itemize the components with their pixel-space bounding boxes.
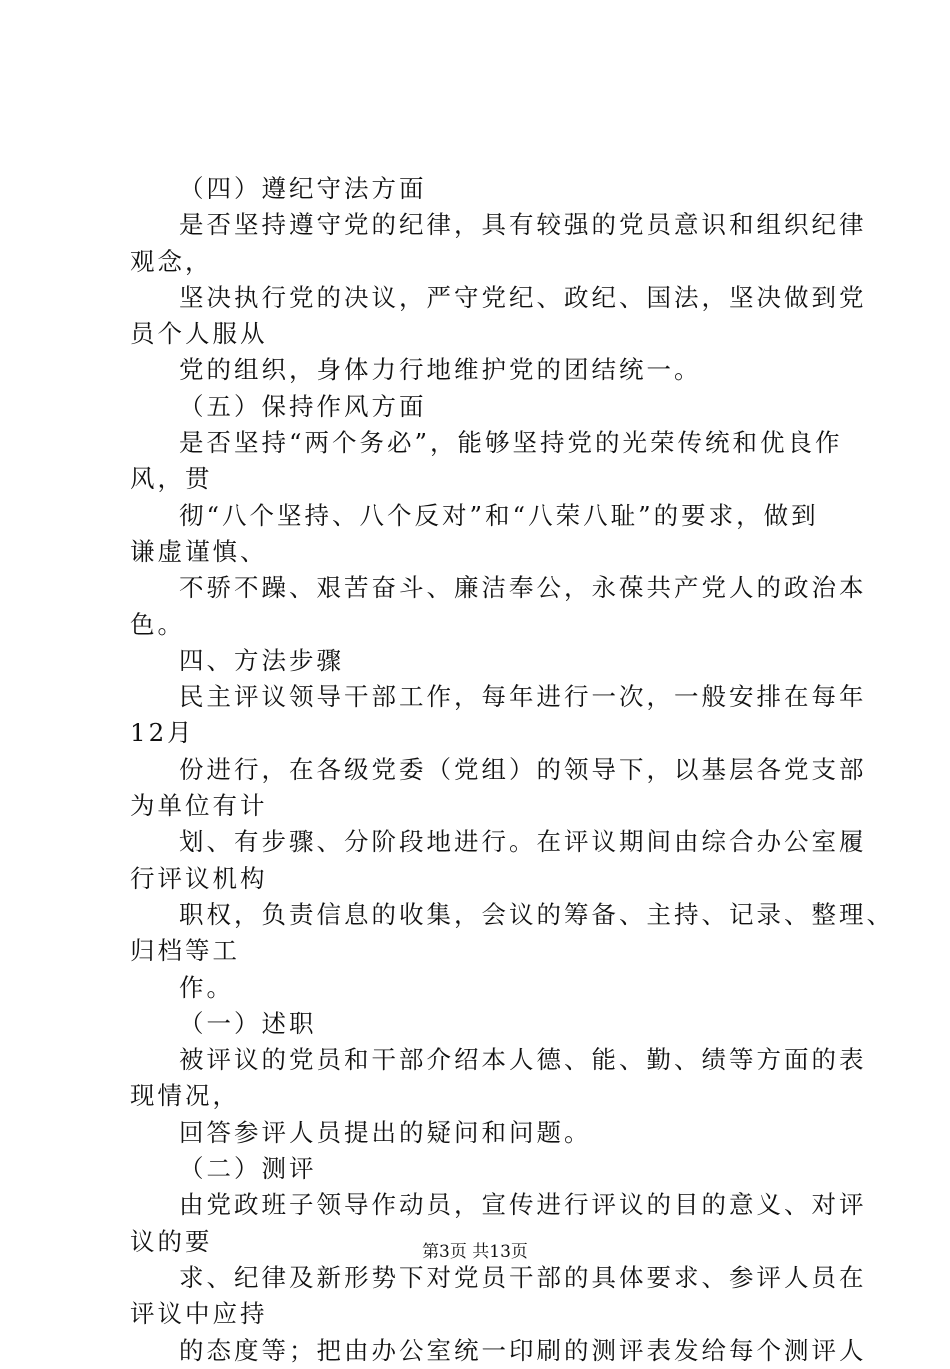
text-line: 份进行，在各级党委（党组）的领导下，以基层各党支部 [179,754,867,784]
text-line: 作。 [179,972,234,1002]
text-line: 12月 [130,718,195,748]
text-line: 归档等工 [130,936,240,966]
text-line: 彻“八个坚持、八个反对”和“八荣八耻”的要求，做到 [179,500,819,530]
text-line: 划、有步骤、分阶段地进行。在评议期间由综合办公室履 [179,827,867,857]
text-line: 行评议机构 [130,863,268,893]
text-line: 由党政班子领导作动员，宣传进行评议的目的意义、对评 [179,1190,867,1220]
text-line: 是否坚持遵守党的纪律，具有较强的党员意识和组织纪律 [179,210,867,240]
text-line: 为单位有计 [130,791,268,821]
text-line: 色。 [130,609,185,639]
document-body [130,171,894,1369]
text-line: 谦虚谨慎、 [130,536,268,566]
text-line: 员个人服从 [130,319,268,349]
text-line: 议的要 [130,1226,213,1256]
text-line: 的态度等；把由办公室统一印刷的测评表发给每个测评人 [179,1335,867,1365]
text-line: 回答参评人员提出的疑问和问题。 [179,1117,592,1147]
text-line: 坚决执行党的决议，严守党纪、政纪、国法，坚决做到党 [179,282,867,312]
text-line: 不骄不躁、艰苦奋斗、廉洁奉公，永葆共产党人的政治本 [179,573,867,603]
text-line: 求、纪律及新形势下对党员干部的具体要求、参评人员在 [179,1262,867,1292]
text-line: 四、方法步骤 [179,645,344,675]
text-line: 职权，负责信息的收集，会议的筹备、主持、记录、整理、 [179,899,894,929]
text-line: （四）遵纪守法方面 [179,174,427,203]
text-line: 评议中应持 [130,1299,268,1329]
text-line: 现情况， [130,1081,240,1111]
text-line: （一）述职 [179,1008,317,1038]
text-line: 党的组织，身体力行地维护党的团结统一。 [179,355,702,385]
text-line: 被评议的党员和干部介绍本人德、能、勤、绩等方面的表 [179,1045,867,1075]
text-line: 观念， [130,246,213,276]
text-line: （五）保持作风方面 [179,391,427,421]
text-line: （二）测评 [179,1154,317,1184]
text-line: 民主评议领导干部工作，每年进行一次，一般安排在每年 [179,682,867,712]
text-line: 风，贯 [130,464,213,494]
text-line: 是否坚持“两个务必”，能够坚持党的光荣传统和优良作 [179,428,843,458]
page-footer: 第3页 共13页 [422,1242,528,1262]
